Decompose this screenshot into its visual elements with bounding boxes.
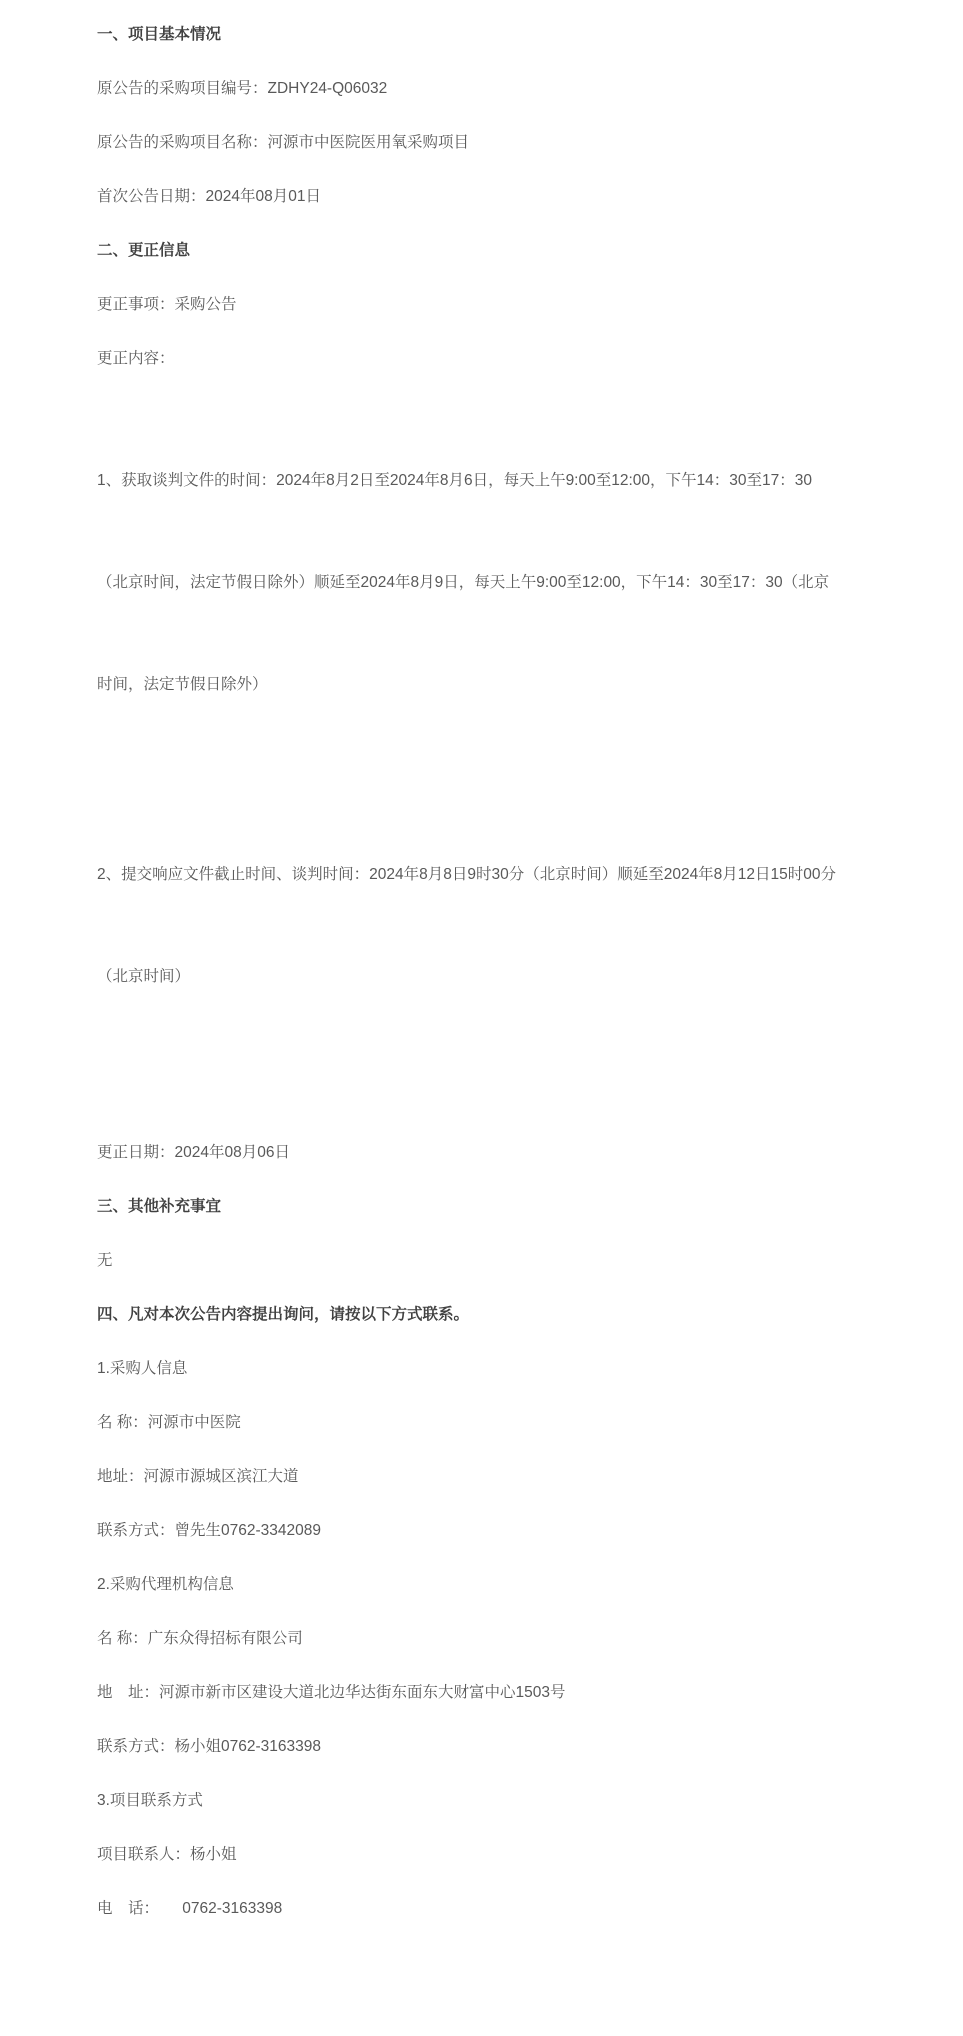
section1-heading: 一、项目基本情况 [97,26,222,43]
project-contact-title: 3.项目联系方式 [97,1792,203,1809]
correction-paragraph-2 [97,790,875,1062]
correction-paragraph-1 [97,396,875,770]
correction-paragraph-1-line: 时间，法定节假日除外） [97,676,268,693]
correction-item: 更正事项：采购公告 [97,296,237,313]
section3-content: 无 [97,1252,113,1269]
original-project-name: 原公告的采购项目名称：河源市中医院医用氧采购项目 [97,134,470,151]
correction-paragraph-2-line: （北京时间） [97,968,191,985]
first-announce-date: 首次公告日期：2024年08月01日 [97,188,321,205]
purchaser-name: 名 称：河源市中医院 [97,1414,241,1431]
correction-content-label: 更正内容： [97,350,175,367]
blank-paragraph [97,1082,875,1116]
section3-heading: 三、其他补充事宜 [97,1198,222,1215]
agency-name: 名 称：广东众得招标有限公司 [97,1630,303,1647]
correction-paragraph-2-line: 2、提交响应文件截止时间、谈判时间：2024年8月8日9时30分（北京时间）顺延至2024年8月12日15时00分 [97,866,837,883]
original-project-code: 原公告的采购项目编号：ZDHY24-Q06032 [97,80,388,97]
section2-heading: 二、更正信息 [97,242,191,259]
purchaser-contact: 联系方式：曾先生0762-3342089 [97,1522,321,1539]
agency-contact: 联系方式：杨小姐0762-3163398 [97,1738,321,1755]
section4-heading: 四、凡对本次公告内容提出询问，请按以下方式联系。 [97,1306,470,1323]
agency-address: 地 址：河源市新市区建设大道北边华达街东面东大财富中心1503号 [97,1684,566,1701]
correction-date: 更正日期：2024年08月06日 [97,1144,290,1161]
purchaser-address: 地址：河源市源城区滨江大道 [97,1468,299,1485]
project-contact-person: 项目联系人：杨小姐 [97,1846,237,1863]
project-contact-phone: 电 话： 0762-3163398 [97,1900,283,1917]
agency-title: 2.采购代理机构信息 [97,1576,234,1593]
purchaser-title: 1.采购人信息 [97,1360,188,1377]
correction-paragraph-1-line: （北京时间，法定节假日除外）顺延至2024年8月9日，每天上午9:00至12:00，下午14：30至17：30（北京 [97,574,830,591]
correction-paragraph-1-line: 1、获取谈判文件的时间：2024年8月2日至2024年8月6日，每天上午9:00至12:00，下午14：30至17：30 [97,472,812,489]
